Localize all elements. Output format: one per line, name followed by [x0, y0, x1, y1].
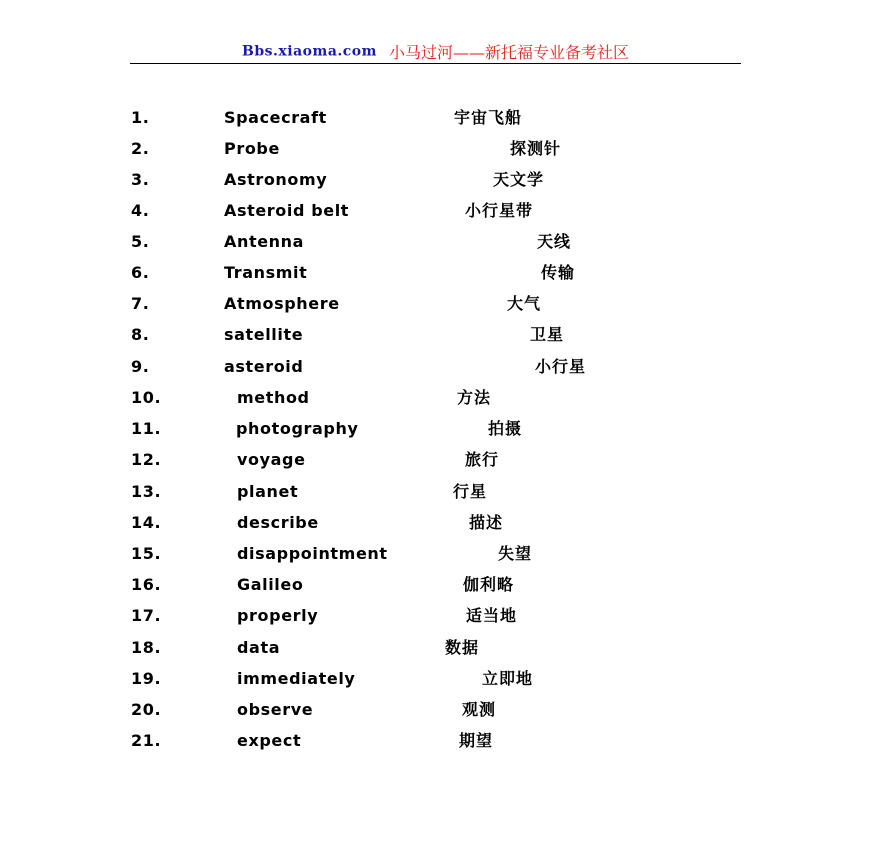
- vocab-english: Spacecraft: [224, 108, 327, 127]
- vocab-row: [0, 138, 870, 162]
- vocab-chinese: 数据: [445, 638, 480, 657]
- vocab-row: [0, 543, 870, 567]
- vocab-number: 17.: [131, 606, 162, 625]
- vocab-chinese: 描述: [469, 513, 504, 532]
- vocab-english: Astronomy: [224, 170, 328, 189]
- vocab-row: [0, 169, 870, 193]
- vocab-number: 18.: [131, 638, 162, 657]
- vocab-english: data: [237, 638, 281, 657]
- header-site-link[interactable]: Bbs.xiaoma.com: [242, 43, 377, 60]
- vocab-english: observe: [237, 700, 314, 719]
- vocab-english: Asteroid belt: [224, 201, 350, 220]
- vocab-row: [0, 356, 870, 380]
- vocab-row: [0, 637, 870, 661]
- vocab-chinese: 行星: [453, 482, 488, 501]
- vocab-row: [0, 231, 870, 255]
- vocab-english: properly: [237, 606, 319, 625]
- vocab-row: [0, 418, 870, 442]
- vocab-number: 6.: [131, 263, 150, 282]
- vocab-chinese: 伽利略: [463, 575, 515, 594]
- vocab-chinese: 期望: [459, 731, 494, 750]
- vocab-number: 3.: [131, 170, 150, 189]
- vocab-number: 10.: [131, 388, 162, 407]
- vocab-chinese: 小行星: [535, 357, 587, 376]
- vocab-row: [0, 699, 870, 723]
- vocab-chinese: 宇宙飞船: [454, 108, 523, 127]
- vocab-english: voyage: [237, 450, 306, 469]
- vocab-number: 16.: [131, 575, 162, 594]
- vocab-row: [0, 200, 870, 224]
- vocab-number: 1.: [131, 108, 150, 127]
- vocab-english: photography: [236, 419, 359, 438]
- vocab-row: [0, 107, 870, 131]
- vocab-number: 9.: [131, 357, 150, 376]
- vocab-number: 8.: [131, 325, 150, 344]
- vocab-row: [0, 512, 870, 536]
- vocab-chinese: 天线: [537, 232, 572, 251]
- vocab-english: Antenna: [224, 232, 305, 251]
- vocab-english: Probe: [224, 139, 280, 158]
- header-subtitle: 小马过河——新托福专业备考社区: [388, 43, 629, 62]
- vocab-number: 5.: [131, 232, 150, 251]
- vocab-chinese: 天文学: [493, 170, 545, 189]
- vocab-number: 4.: [131, 201, 150, 220]
- vocab-chinese: 立即地: [482, 669, 534, 688]
- vocab-english: Transmit: [224, 263, 308, 282]
- vocab-english: Galileo: [237, 575, 304, 594]
- vocab-english: describe: [237, 513, 319, 532]
- vocab-chinese: 传输: [541, 263, 576, 282]
- vocab-chinese: 观测: [462, 700, 497, 719]
- vocab-english: Atmosphere: [224, 294, 340, 313]
- vocab-chinese: 小行星带: [465, 201, 534, 220]
- vocab-row: [0, 449, 870, 473]
- vocab-chinese: 方法: [457, 388, 492, 407]
- vocab-number: 14.: [131, 513, 162, 532]
- vocab-number: 12.: [131, 450, 162, 469]
- vocab-row: [0, 668, 870, 692]
- vocab-english: expect: [237, 731, 302, 750]
- vocab-english: immediately: [237, 669, 356, 688]
- vocab-number: 20.: [131, 700, 162, 719]
- vocab-number: 21.: [131, 731, 162, 750]
- vocab-chinese: 卫星: [530, 325, 565, 344]
- vocab-chinese: 失望: [498, 544, 533, 563]
- vocab-row: [0, 293, 870, 317]
- vocab-row: [0, 574, 870, 598]
- vocab-chinese: 旅行: [465, 450, 500, 469]
- vocab-number: 13.: [131, 482, 162, 501]
- vocab-chinese: 大气: [507, 294, 542, 313]
- vocab-chinese: 探测针: [510, 139, 562, 158]
- vocab-number: 15.: [131, 544, 162, 563]
- vocab-chinese: 适当地: [466, 606, 518, 625]
- vocab-row: [0, 605, 870, 629]
- vocab-number: 7.: [131, 294, 150, 313]
- vocab-row: [0, 481, 870, 505]
- vocab-number: 2.: [131, 139, 150, 158]
- vocab-english: planet: [237, 482, 299, 501]
- vocab-row: [0, 324, 870, 348]
- vocab-row: [0, 387, 870, 411]
- vocab-row: [0, 730, 870, 754]
- vocab-number: 19.: [131, 669, 162, 688]
- vocab-row: [0, 262, 870, 286]
- vocab-english: satellite: [224, 325, 304, 344]
- vocab-chinese: 拍摄: [488, 419, 523, 438]
- vocab-english: disappointment: [237, 544, 388, 563]
- vocab-english: asteroid: [224, 357, 304, 376]
- vocab-english: method: [237, 388, 310, 407]
- vocab-number: 11.: [131, 419, 162, 438]
